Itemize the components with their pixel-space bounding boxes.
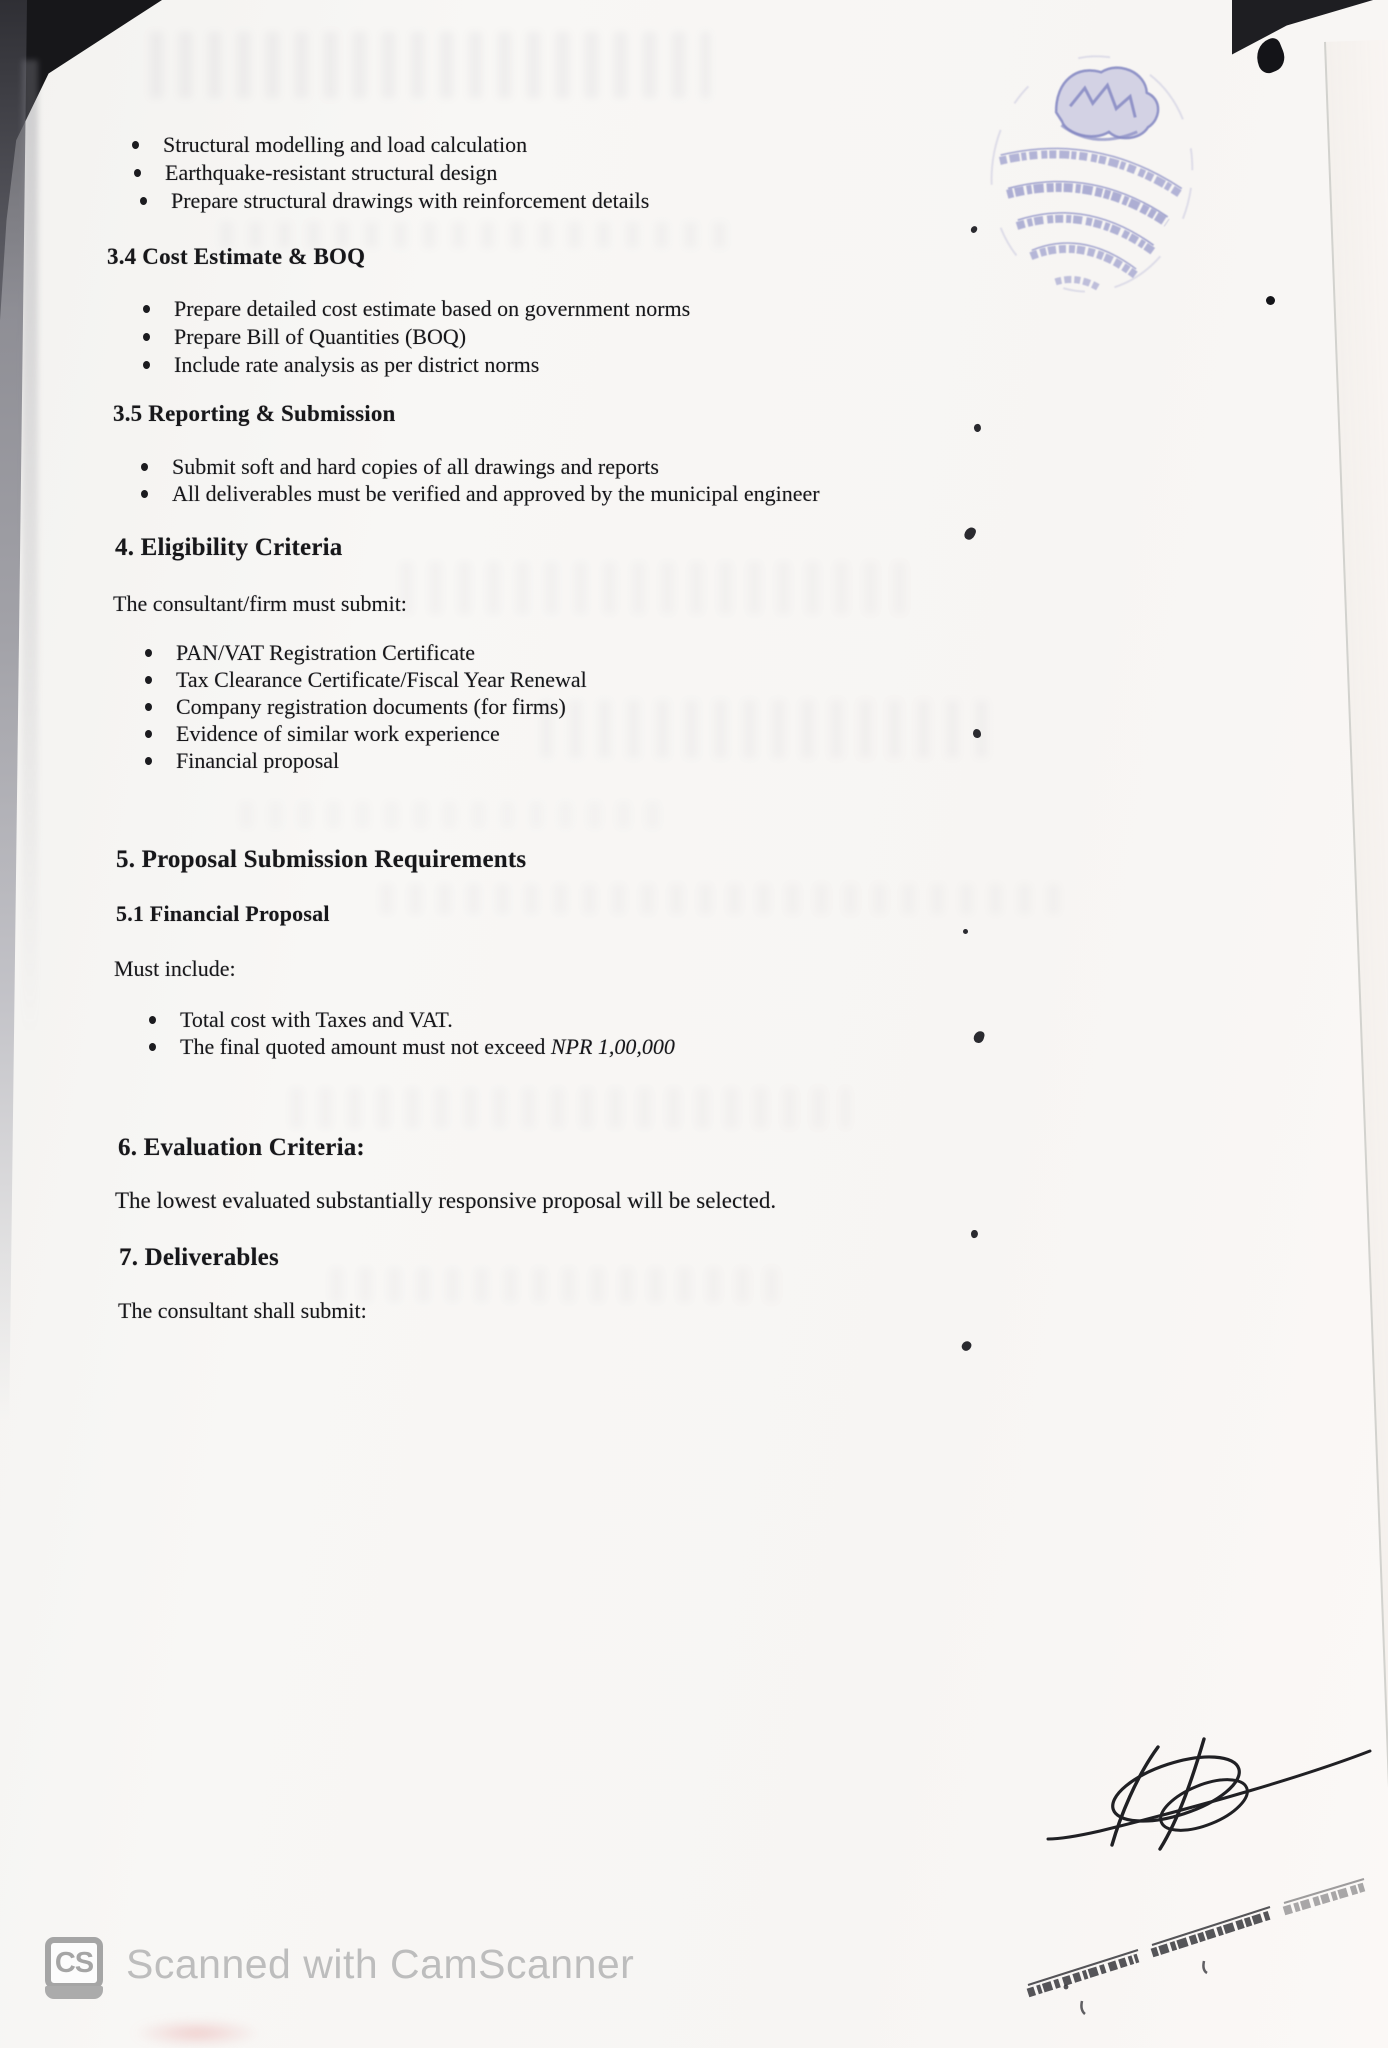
intro-bullet-list [163, 131, 649, 215]
camscanner-watermark-text: Scanned with CamScanner [126, 1941, 635, 1987]
bullet-amount-italic: NPR 1,00,000 [550, 1034, 675, 1059]
bullet-item: Financial proposal [176, 747, 587, 774]
section-heading-7: 7. Deliverables [119, 1244, 279, 1271]
camscanner-logo-base [45, 1986, 103, 1999]
bullet-item: All deliverables must be verified and approved by the municipal engineer [172, 481, 820, 506]
bullet-item: Total cost with Taxes and VAT. [180, 1006, 675, 1033]
bullet-item: Submit soft and hard copies of all drawings and reports [172, 453, 820, 480]
signature-scribble [1048, 1739, 1370, 1849]
bullet-item: Company registration documents (for firms) [176, 693, 587, 720]
financial-bullets [180, 1006, 675, 1060]
section-3-5-bullets [172, 453, 820, 507]
camscanner-logo-text: CS [54, 1946, 94, 1979]
section-heading-3-4: 3.4 Cost Estimate & BOQ [107, 244, 366, 269]
section-heading-6: 6. Evaluation Criteria: [118, 1134, 365, 1161]
section-heading-4: 4. Eligibility Criteria [115, 534, 343, 561]
bullet-item: Prepare detailed cost estimate based on government norms [174, 296, 691, 321]
bullet-item: Prepare Bill of Quantities (BOQ) [174, 323, 690, 351]
signature-block [1008, 1733, 1384, 2017]
stamp-emblem [1053, 60, 1164, 146]
bullet-item: Tax Clearance Certificate/Fiscal Year Renewal [176, 667, 587, 692]
eligibility-bullets [176, 639, 587, 774]
section-4-lead: The consultant/firm must submit: [113, 591, 407, 616]
bullet-item: Earthquake-resistant structural design [165, 159, 649, 187]
signature-caption-handwriting [1028, 1879, 1364, 2014]
section-6-paragraph: The lowest evaluated substantially responsive proposal will be selected. [115, 1188, 777, 1213]
bullet-text: The final quoted amount must not exceed [180, 1034, 551, 1059]
bullet-item [180, 1033, 675, 1060]
camscanner-logo [45, 1937, 103, 1989]
section-heading-3-5: 3.5 Reporting & Submission [113, 401, 396, 426]
section-heading-5: 5. Proposal Submission Requirements [116, 846, 527, 873]
section-7-lead: The consultant shall submit: [118, 1298, 367, 1323]
bullet-item: Structural modelling and load calculation [163, 131, 649, 159]
bullet-item: Prepare structural drawings with reinforcement details [171, 188, 650, 213]
section-5-1-lead: Must include: [114, 956, 236, 981]
bullet-item: Include rate analysis as per district norms [174, 351, 690, 379]
bullet-item: PAN/VAT Registration Certificate [176, 639, 587, 666]
section-3-4-bullets [174, 295, 690, 379]
bullet-item: Evidence of similar work experience [176, 720, 587, 747]
official-stamp [968, 32, 1216, 314]
section-heading-5-1: 5.1 Financial Proposal [116, 901, 330, 926]
